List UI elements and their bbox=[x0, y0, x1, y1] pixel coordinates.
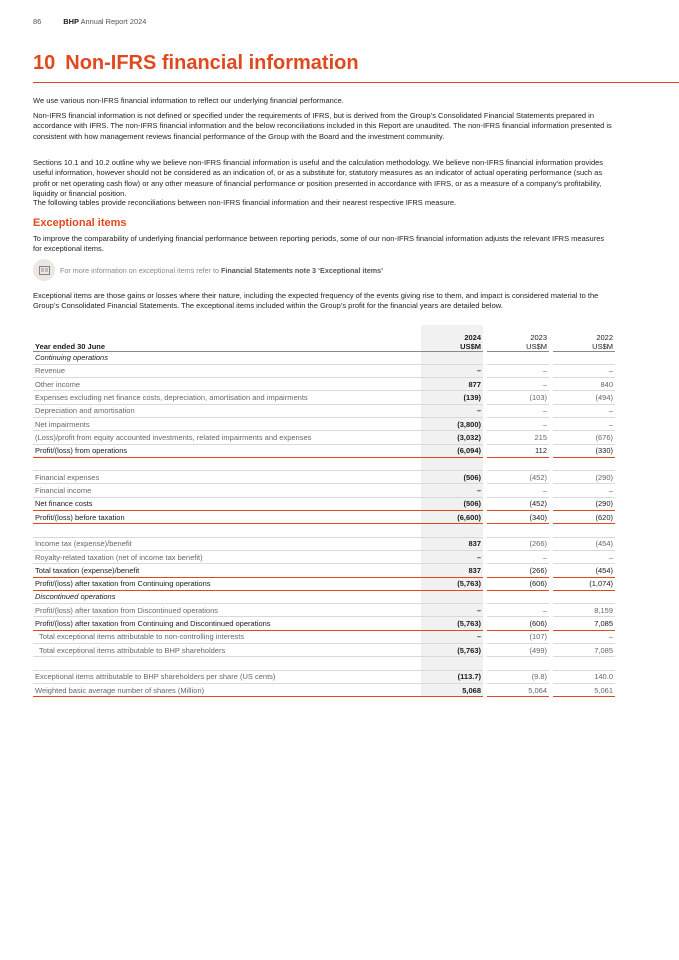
table-row bbox=[33, 364, 615, 377]
row-label: Total exceptional items attributable to BHP shareholders bbox=[33, 644, 421, 657]
table-row bbox=[33, 417, 615, 430]
note-text bbox=[60, 266, 383, 275]
value-2022: – bbox=[553, 484, 615, 497]
value-2023: (499) bbox=[487, 644, 549, 657]
document-title: Annual Report 2024 bbox=[80, 17, 147, 26]
value-2024: – bbox=[421, 550, 483, 563]
row-label: Total exceptional items attributable to non-controlling interests bbox=[33, 630, 421, 643]
table-row bbox=[33, 670, 615, 683]
value-2022: (454) bbox=[553, 537, 615, 550]
row-label: Profit/(loss) from operations bbox=[33, 444, 421, 457]
value-2024: (113.7) bbox=[421, 670, 483, 683]
value-2022 bbox=[553, 457, 615, 470]
value-2023: 5,064 bbox=[487, 683, 549, 696]
row-label: Depreciation and amortisation bbox=[33, 404, 421, 417]
table-body bbox=[33, 351, 615, 697]
table-row bbox=[33, 564, 615, 577]
value-2023 bbox=[487, 590, 549, 603]
value-2022 bbox=[553, 657, 615, 670]
value-2024 bbox=[421, 457, 483, 470]
value-2023: – bbox=[487, 378, 549, 391]
table-row bbox=[33, 630, 615, 643]
table-row bbox=[33, 683, 615, 696]
value-2024: – bbox=[421, 484, 483, 497]
value-2024: 837 bbox=[421, 564, 483, 577]
value-2023: – bbox=[487, 404, 549, 417]
value-2023 bbox=[487, 457, 549, 470]
value-2023: (103) bbox=[487, 391, 549, 404]
value-2023: 112 bbox=[487, 444, 549, 457]
value-2024: (6,600) bbox=[421, 511, 483, 524]
value-2022 bbox=[553, 590, 615, 603]
row-label bbox=[33, 524, 421, 537]
value-2024 bbox=[421, 351, 483, 364]
row-label: Profit/(loss) before taxation bbox=[33, 511, 421, 524]
row-label: Other income bbox=[33, 378, 421, 391]
table-row bbox=[33, 497, 615, 510]
table-row bbox=[33, 590, 615, 603]
table-row bbox=[33, 511, 615, 524]
value-2024 bbox=[421, 590, 483, 603]
table-row bbox=[33, 657, 615, 670]
value-2022: – bbox=[553, 404, 615, 417]
value-2022 bbox=[553, 524, 615, 537]
table-row bbox=[33, 550, 615, 563]
table-row bbox=[33, 644, 615, 657]
value-2024 bbox=[421, 657, 483, 670]
note-reference-link[interactable]: Financial Statements note 3 ‘Exceptional items’ bbox=[221, 266, 384, 275]
table-row bbox=[33, 484, 615, 497]
value-2023 bbox=[487, 351, 549, 364]
definition-paragraph: Non-IFRS financial information is not defined or specified under the requirements of IFRS, but is derived from the Group’s Consolidated Financial Statements prepared in accordance with IFRS. The non-IFRS financial information and the below reconciliations included in this Report are unaudited. The non-IFRS financial information presented is consistent with how management reviews financial performance of the Group with the Board and the investment community. bbox=[33, 111, 612, 141]
value-2022: (494) bbox=[553, 391, 615, 404]
row-label: Royalty-related taxation (net of income tax benefit) bbox=[33, 550, 421, 563]
value-2022: (454) bbox=[553, 564, 615, 577]
page-title bbox=[33, 52, 359, 75]
cross-reference-note bbox=[33, 259, 613, 283]
value-2022 bbox=[553, 351, 615, 364]
value-2024: (506) bbox=[421, 471, 483, 484]
methodology-paragraph: Sections 10.1 and 10.2 outline why we believe non-IFRS financial information is useful and the calculation methodology. We believe non-IFRS financial information provides useful information, however should not be considered as an indication of, or as a substitute for, statutory measures as an indicator of actual operating performance (such as profit or net operating cash flow) or any other measure of financial performance or position presented in accordance with IFRS, or as a measure of a company’s profitability, liquidity or financial position. bbox=[33, 158, 604, 199]
table-row bbox=[33, 391, 615, 404]
row-label: Continuing operations bbox=[33, 351, 421, 364]
exceptional-intro-paragraph: To improve the comparability of underlying financial performance between reporting periods, some of our non-IFRS financial information adjusts the relevant IFRS measures for exceptional items. bbox=[33, 234, 605, 254]
table-row bbox=[33, 351, 615, 364]
brand-name: BHP bbox=[63, 17, 79, 26]
value-2023: (266) bbox=[487, 537, 549, 550]
table-row bbox=[33, 457, 615, 470]
row-label: Expenses excluding net finance costs, depreciation, amortisation and impairments bbox=[33, 391, 421, 404]
row-label: Total taxation (expense)/benefit bbox=[33, 564, 421, 577]
value-2024: (5,763) bbox=[421, 617, 483, 630]
row-label: Revenue bbox=[33, 364, 421, 377]
value-2024: (3,032) bbox=[421, 431, 483, 444]
row-label: Net impairments bbox=[33, 417, 421, 430]
value-2023: (452) bbox=[487, 497, 549, 510]
value-2022: 840 bbox=[553, 378, 615, 391]
value-2024: 837 bbox=[421, 537, 483, 550]
table-row bbox=[33, 537, 615, 550]
table-row bbox=[33, 617, 615, 630]
value-2024: (5,763) bbox=[421, 577, 483, 590]
value-2024: (139) bbox=[421, 391, 483, 404]
value-2022: – bbox=[553, 630, 615, 643]
value-2022: 8,159 bbox=[553, 604, 615, 617]
value-2024: (5,763) bbox=[421, 644, 483, 657]
note-prefix: For more information on exceptional items refer to bbox=[60, 266, 221, 275]
value-2023: (452) bbox=[487, 471, 549, 484]
section-title: Non-IFRS financial information bbox=[65, 52, 359, 74]
value-2023: (606) bbox=[487, 577, 549, 590]
value-2023: – bbox=[487, 417, 549, 430]
value-2023: (266) bbox=[487, 564, 549, 577]
value-2023: (606) bbox=[487, 617, 549, 630]
value-2022: 140.0 bbox=[553, 670, 615, 683]
table-row bbox=[33, 444, 615, 457]
exceptional-items-heading: Exceptional items bbox=[33, 217, 127, 229]
value-2024: – bbox=[421, 404, 483, 417]
column-header-2024: 2024 US$M bbox=[421, 325, 483, 351]
value-2024: – bbox=[421, 630, 483, 643]
reconciliation-paragraph: The following tables provide reconciliations between non-IFRS financial information and their nearest respective IFRS measure. bbox=[33, 198, 457, 207]
exceptional-items-table bbox=[33, 325, 615, 697]
row-label: Weighted basic average number of shares (Million) bbox=[33, 683, 421, 696]
row-label: Profit/(loss) after taxation from Discontinued operations bbox=[33, 604, 421, 617]
value-2023: (340) bbox=[487, 511, 549, 524]
row-label bbox=[33, 657, 421, 670]
document-icon bbox=[33, 259, 55, 281]
table-row bbox=[33, 471, 615, 484]
row-label: Financial expenses bbox=[33, 471, 421, 484]
value-2023: – bbox=[487, 364, 549, 377]
value-2023: – bbox=[487, 604, 549, 617]
row-label: Profit/(loss) after taxation from Continuing operations bbox=[33, 577, 421, 590]
value-2023: – bbox=[487, 550, 549, 563]
row-label: Financial income bbox=[33, 484, 421, 497]
value-2022: 7,085 bbox=[553, 644, 615, 657]
row-label: Profit/(loss) after taxation from Continuing and Discontinued operations bbox=[33, 617, 421, 630]
section-number: 10 bbox=[33, 52, 56, 74]
table-row bbox=[33, 378, 615, 391]
table-row bbox=[33, 524, 615, 537]
value-2024 bbox=[421, 524, 483, 537]
value-2022: – bbox=[553, 364, 615, 377]
value-2024: – bbox=[421, 364, 483, 377]
value-2023: (107) bbox=[487, 630, 549, 643]
value-2022: – bbox=[553, 550, 615, 563]
value-2022: 5,061 bbox=[553, 683, 615, 696]
page-number: 86 bbox=[33, 17, 42, 26]
value-2022: (330) bbox=[553, 444, 615, 457]
value-2023: 215 bbox=[487, 431, 549, 444]
value-2024: (506) bbox=[421, 497, 483, 510]
row-label: Exceptional items attributable to BHP shareholders per share (US cents) bbox=[33, 670, 421, 683]
value-2023 bbox=[487, 657, 549, 670]
value-2022: (290) bbox=[553, 471, 615, 484]
table-row bbox=[33, 604, 615, 617]
value-2023: (9.8) bbox=[487, 670, 549, 683]
running-header bbox=[33, 17, 146, 26]
table-header-row bbox=[33, 325, 615, 351]
column-header-2023: 2023 US$M bbox=[487, 325, 549, 351]
table-row bbox=[33, 577, 615, 590]
value-2024: (6,094) bbox=[421, 444, 483, 457]
value-2022: (290) bbox=[553, 497, 615, 510]
value-2024: 5,068 bbox=[421, 683, 483, 696]
value-2022: (1,074) bbox=[553, 577, 615, 590]
value-2023 bbox=[487, 524, 549, 537]
row-label: Net finance costs bbox=[33, 497, 421, 510]
value-2024: 877 bbox=[421, 378, 483, 391]
value-2022: 7,085 bbox=[553, 617, 615, 630]
year-ended-header: Year ended 30 June bbox=[33, 325, 421, 351]
value-2024: (3,800) bbox=[421, 417, 483, 430]
exceptional-description-paragraph: Exceptional items are those gains or losses where their nature, including the expected frequency of the events giving rise to them, and impact is considered material to the Group’s Consolidated Financial Statements. The exceptional items included within the Group’s profit for the financial years are detailed below. bbox=[33, 291, 599, 311]
row-label: Income tax (expense)/benefit bbox=[33, 537, 421, 550]
value-2022: – bbox=[553, 417, 615, 430]
table-row bbox=[33, 431, 615, 444]
title-divider bbox=[33, 82, 679, 83]
value-2024: – bbox=[421, 604, 483, 617]
row-label: (Loss)/profit from equity accounted investments, related impairments and expenses bbox=[33, 431, 421, 444]
value-2022: (620) bbox=[553, 511, 615, 524]
value-2022: (676) bbox=[553, 431, 615, 444]
row-label bbox=[33, 457, 421, 470]
intro-paragraph: We use various non-IFRS financial information to reflect our underlying financial performance. bbox=[33, 96, 344, 105]
table-row bbox=[33, 404, 615, 417]
column-header-2022: 2022 US$M bbox=[553, 325, 615, 351]
row-label: Discontinued operations bbox=[33, 590, 421, 603]
value-2023: – bbox=[487, 484, 549, 497]
